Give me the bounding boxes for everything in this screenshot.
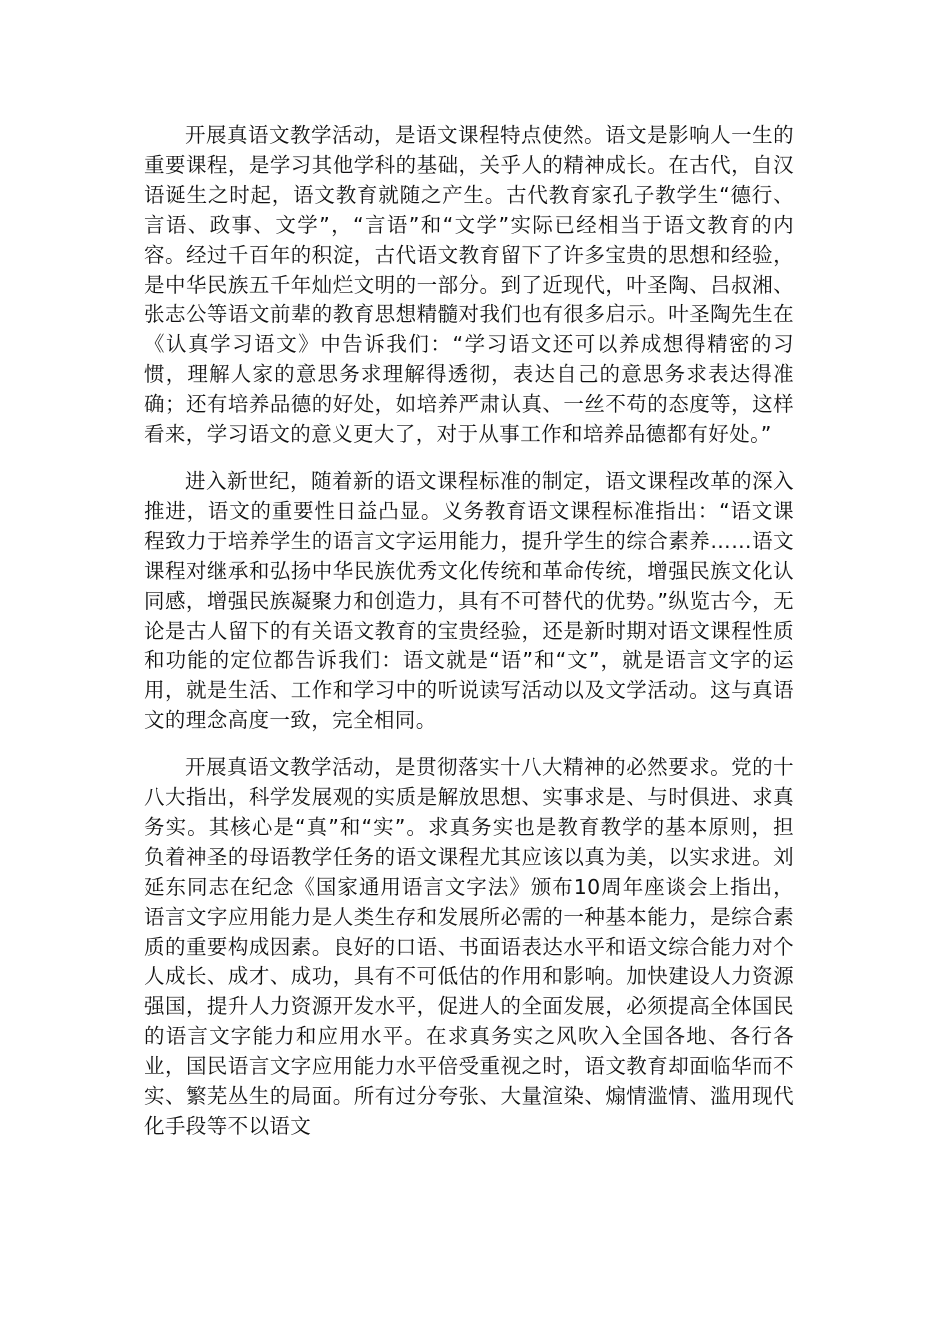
paragraph-2: 进入新世纪，随着新的语文课程标准的制定，语文课程改革的深入推进，语文的重要性日益凸显。义务教育语文课程标准指出：“语文课程致力于培养学生的语言文字运用能力，提升学生的综合素养……语文课程对继承和弘扬中华民族优秀文化传统和革命传统，增强民族文化认同感，增强民族凝聚力和创造力，具有不可替代的优势。”纵览古今，无论是古人留下的有关语文教育的宝贵经验，还是新时期对语文课程性质和功能的定位都告诉我们：语文就是“语”和“文”，就是语言文字的运用，就是生活、工作和学习中的听说读写活动以及文学活动。这与真语文的理念高度一致，完全相同。: [144, 468, 794, 733]
paragraph-3: 开展真语文教学活动，是贯彻落实十八大精神的必然要求。党的十八大指出，科学发展观的实质是解放思想、实事求是、与时俱进、求真务实。其核心是“真”和“实”。求真务实也是教育教学的基本原则，担负着神圣的母语教学任务的语文课程尤其应该以真为美，以实求进。刘延东同志在纪念《国家通用语言文字法》颁布10周年座谈会上指出，语言文字应用能力是人类生存和发展所必需的一种基本能力，是综合素质的重要构成因素。良好的口语、书面语表达水平和语文综合能力对个人成长、成才、成功，具有不可低估的作用和影响。加快建设人力资源强国，提升人力资源开发水平，促进人的全面发展，必须提高全体国民的语言文字能力和应用水平。在求真务实之风吹入全国各地、各行各业，国民语言文字应用能力水平倍受重视之时，语文教育却面临华而不实、繁芜丛生的局面。所有过分夸张、大量渲染、煽情滥情、滥用现代化手段等不以语文: [144, 755, 794, 1138]
document-page: [144, 121, 794, 1142]
paragraph-1: 开展真语文教学活动，是语文课程特点使然。语文是影响人一生的重要课程，是学习其他学科的基础，关乎人的精神成长。在古代，自汉语诞生之时起，语文教育就随之产生。古代教育家孔子教学生“德行、言语、政事、文学”，“言语”和“文学”实际已经相当于语文教育的内容。经过千百年的积淀，古代语文教育留下了许多宝贵的思想和经验，是中华民族五千年灿烂文明的一部分。到了近现代，叶圣陶、吕叔湘、张志公等语文前辈的教育思想精髓对我们也有很多启示。叶圣陶先生在《认真学习语文》中告诉我们：“学习语文还可以养成想得精密的习惯，理解人家的意思务求理解得透彻，表达自己的意思务求表达得准确；还有培养品德的好处，如培养严肃认真、一丝不苟的态度等，这样看来，学习语文的意义更大了，对于从事工作和培养品德都有好处。”: [144, 123, 794, 447]
